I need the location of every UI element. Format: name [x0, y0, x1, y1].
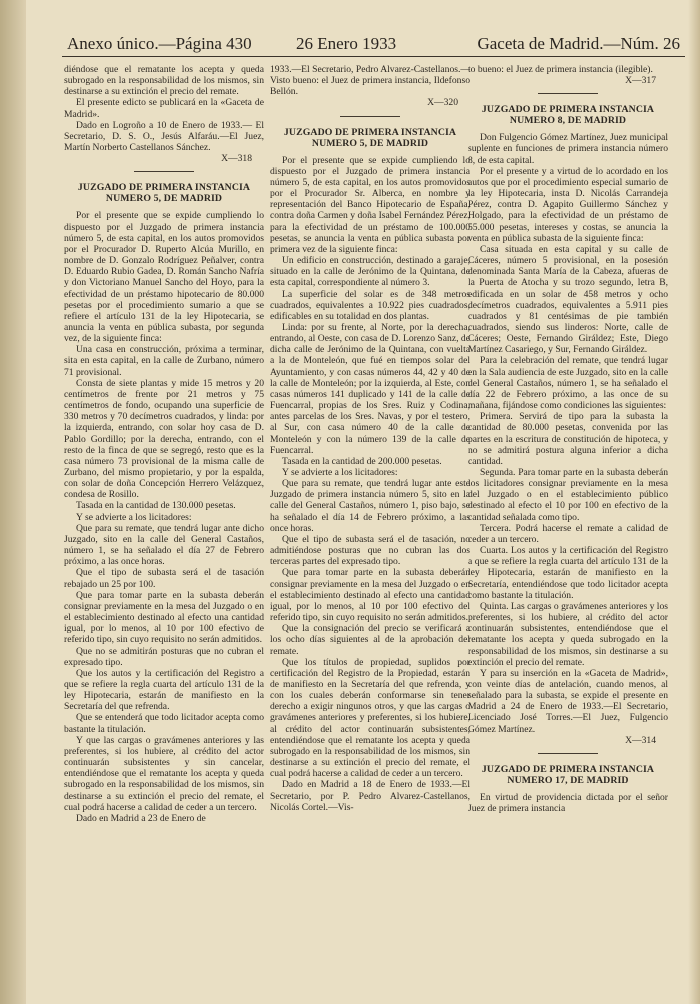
paragraph: Por el presente que se expide cumpliendo lo dispuesto por el Juzgado de primera instancia número 5, de esta capital, en los autos promovidos por el Procurador D. Ruperto Alcúa Murillo, en nombre de D. Gonzalo Rodríguez Peñalver, contra D. Eduardo Rubio Gadea, D. Román Sancho Nafría y don Victoriano Manuel Sancho del Hoyo, para la efectividad de un préstamo hipotecario de 80.000 pesetas por el procedimiento sumario a que se refiere el artículo 131 de la ley Hipotecaria, se anuncia la venta en pública subasta, por segunda vez, de la siguiente finca:: [64, 210, 264, 345]
paragraph: Que los autos y la certificación del Registro a que se refiere la regla cuarta del artículo 131 de la ley Hipotecaria, estarán de manifiesto en la Secretaría del que refrenda.: [64, 667, 264, 713]
notice-number: X—314: [625, 734, 656, 746]
paragraph: Que para su remate, que tendrá lugar ante dicho Juzgado, sito en la calle del General Castaños, número 1, se ha señalado el día 27 de Febrero próximo, a las once horas.: [64, 522, 264, 568]
section-heading: JUZGADO DE PRIMERA INSTANCIA NUMERO 17, DE MADRID: [481, 763, 655, 786]
paragraph: Que el tipo de subasta será el de tasación rebajado un 25 por 100.: [64, 567, 264, 590]
paragraph: Una casa en construcción, próxima a terminar, sita en esta capital, en la calle de Zurbano, número 71 provisional.: [64, 344, 264, 378]
paragraph: Que el tipo de subasta será el de tasación, no admitiéndose posturas que no cubran las dos terceras partes del expresado tipo.: [270, 533, 470, 568]
header-date: 26 Enero 1933: [296, 34, 397, 53]
paragraph: Quinta. Las cargas o gravámenes anteriores y los preferentes, si los hubiere, al crédito del actor continuarán subsistentes, entendiéndose que el rematante los acepta y queda subrogado en la responsabilidad de los mismos, sin destinarse a su extinción el precio del remate.: [468, 600, 668, 668]
notice-number: X—317: [625, 75, 656, 87]
column-1: [64, 64, 264, 824]
section-heading: JUZGADO DE PRIMERA INSTANCIA NUMERO 8, DE MADRID: [481, 104, 655, 127]
paragraph: Que los títulos de propiedad, suplidos por certificación del Registro de la Propiedad, estarán de manifiesto en la Secretaría del que refrenda, y con los cuales deberán conformarse sin tener derecho a exigir ningunos otros, y que las cargas o gravámenes anteriores y preferentes, si los hubiere, al crédito del actor continuarán subsistentes, entendiéndose que el rematante los acepta y queda subrogado en la responsabilidad de los mismos, sin destinarse a su extinción el precio del remate, el cual podrá hacerse a calidad de ceder a un tercero.: [270, 656, 470, 780]
paragraph: Dado en Logroño a 10 de Enero de 1933.— El Secretario, D. S. O., Jesús Alfaráu.—El Juez, Martín Norberto Castellanos Sánchez.: [64, 119, 264, 154]
paragraph: Que la consignación del precio se verificará a los ocho días siguientes al de la aprobación del remate.: [270, 623, 470, 657]
section-heading: JUZGADO DE PRIMERA INSTANCIA NUMERO 5, DE MADRID: [283, 126, 457, 149]
section-divider: [538, 93, 598, 94]
page-edge-shadow: [688, 0, 700, 1004]
paragraph: Cuarta. Los autos y la certificación del Registro a que se refiere la regla cuarta del artículo 131 de la ley Hipotecaria, estarán de manifiesto en la Secretaría, entendiéndose que todo licitador acepta como bastante la titulación.: [468, 545, 668, 601]
paragraph: diéndose que el rematante los acepta y queda subrogado en la responsabilidad de los mismos, sin destinarse a su extinción el precio del remate.: [64, 64, 264, 98]
paragraph: to bueno: el Juez de primera instancia (ilegible).: [468, 64, 653, 75]
paragraph: Que para su remate, que tendrá lugar ante este Juzgado de primera instancia número 5, sito en la calle del General Castaños, número 1, piso bajo, se ha señalado el día 14 de Febrero próximo, a las once horas.: [270, 478, 470, 534]
section-divider: [538, 753, 598, 754]
header-issue: Gaceta de Madrid.—Núm. 26: [477, 34, 680, 53]
header-rule: [62, 56, 685, 57]
paragraph: Dado en Madrid a 23 de Enero de: [76, 812, 206, 824]
section-divider: [340, 116, 400, 117]
page-header: [0, 0, 700, 58]
paragraph: Tasada en la cantidad de 130.000 pesetas.: [76, 500, 236, 512]
paragraph: 1933.—El Secretario, Pedro Alvarez-Castellanos.—Visto bueno: el Juez de primera instancia, Ildefonso Bellón.: [270, 64, 470, 98]
paragraph: Que se entenderá que todo licitador acepta como bastante la titulación.: [64, 712, 264, 735]
paragraph: Don Fulgencio Gómez Martínez, Juez municipal suplente en funciones de primera instancia número 8, de esta capital.: [468, 132, 668, 166]
paragraph: Tasada en la cantidad de 200.000 pesetas.: [282, 455, 442, 467]
binding-edge: [0, 0, 26, 1004]
paragraph: Casa situada en esta capital y su calle de Cáceres, número 5 provisional, en la posesión denominada Santa María de la Cabeza, afueras de la Puerta de Atocha y su trozo segundo, letra B, edificada en un solar de 458 metros y ocho decímetros cuadrados, equivalentes a 5.911 pies cuadrados y 81 centésimas de pie también cuadrados, siendo sus linderos: Norte, calle de Cáceres; Oeste, Fernando Giráldez; Este, Diego Martínez Casariego, y Sur, Fernando Giráldez.: [468, 243, 668, 356]
paragraph: Que para tomar parte en la subasta deberán consignar previamente en la mesa del Juzgado o en el establecimiento destinado al efecto una cantidad igual, por lo menos, al 10 por 100 efectivo del referido tipo, sin cuyo requisito no serán admitidos.: [270, 567, 470, 624]
paragraph: Tercera. Podrá hacerse el remate a calidad de ceder a un tercero.: [468, 522, 668, 545]
paragraph: Segunda. Para tomar parte en la subasta deberán los licitadores consignar previamente en la mesa del Juzgado o en el establecimiento público destinado al efecto el 10 por 100 en efectivo de la cantidad señalada como tipo.: [468, 467, 668, 523]
paragraph: El presente edicto se publicará en la «Gaceta de Madrid».: [64, 97, 264, 120]
paragraph: Consta de siete plantas y mide 15 metros y 20 centímetros de frente por 21 metros y 75 centímetros de fondo, ocupando una superficie de 330 metros y 70 decímetros cuadrados, y linda: por la izquierda, entrando, con solar hoy casa de D. Pablo Gordillo; por la derecha, entrando, con el resto de la finca de que se segregó, resto que es la casa número 73 provisional de la misma calle de Zurbano, del mismo propietario, y por la espalda, con solar de doña Concepción Herrero Velázquez, condesa de Rosillo.: [64, 377, 264, 501]
paragraph: Para la celebración del remate, que tendrá lugar en la Sala audiencia de este Juzgado, sito en la calle del General Castaños, número 1, se ha señalado el día 22 de Febrero próximo, a las once de su mañana, fijándose como condiciones las siguientes:: [468, 355, 668, 412]
paragraph: Y se advierte a los licitadores:: [282, 467, 398, 478]
paragraph: Y que las cargas o gravámenes anteriores y las preferentes, si los hubiere, al crédito del actor continuarán subsistentes y sin cancelar, entendiéndose que el rematante los acepta y queda subrogado en la responsabilidad de los mismos, sin destinarse a su extinción el precio del remate, el cual podrá hacerse a calidad de ceder a un tercero.: [64, 734, 264, 813]
paragraph: Un edificio en construcción, destinado a garaje, situado en la calle de Jerónimo de la Quintana, de esta capital, correspondiente al número 3.: [270, 255, 470, 289]
column-2: [270, 64, 470, 813]
paragraph: Que para tomar parte en la subasta deberán consignar previamente en la mesa del Juzgado o en el establecimiento destinado al efecto una cantidad igual, por lo menos, al 10 por 100 efectivo de referido tipo, sin cuyo requisito no serán admitidos.: [64, 589, 264, 646]
paragraph: La superficie del solar es de 348 metros cuadrados, equivalentes a 10.922 pies cuadrados, edificables en su totalidad en dos plantas.: [270, 288, 470, 322]
paragraph: Por el presente que se expide cumpliendo lo dispuesto por el Juzgado de primera instancia número 5, de esta capital, en los autos promovidos por el Procurador Sr. Alberca, en nombre y representación del Banco Hipotecario de España, contra doña Carmen y doña Isabel Fernández Pérez, para la efectividad de un préstamo de 100.000 pesetas, se anuncia la venta en pública subasta por primera vez de la siguiente finca:: [270, 154, 470, 255]
paragraph: Por el presente y a virtud de lo acordado en los autos que por el procedimiento especial sumario de la ley Hipotecaria, insta D. Nicolás Carrandeja Pérez, contra D. Agapito Guillermo Sánchez y Holgado, para la efectividad de un préstamo de 55.000 pesetas, intereses y costas, se anuncia la venta en pública subasta de la siguiente finca:: [468, 165, 668, 244]
paragraph: Primera. Servirá de tipo para la subasta la cantidad de 80.000 pesetas, convenida por las partes en la escritura de constitución de hipoteca, y no se admitirá postura alguna inferior a dicha cantidad.: [468, 411, 668, 467]
notice-number: X—318: [221, 153, 252, 165]
header-annex-page: Anexo único.—Página 430: [67, 34, 252, 53]
paragraph: Y se advierte a los licitadores:: [76, 511, 192, 523]
paragraph: En virtud de providencia dictada por el señor Juez de primera instancia: [468, 791, 668, 815]
section-divider: [134, 171, 194, 172]
section-heading: JUZGADO DE PRIMERA INSTANCIA NUMERO 5, DE MADRID: [77, 182, 251, 205]
paragraph: Que no se admitirán posturas que no cubran el expresado tipo.: [64, 645, 264, 668]
column-3: [468, 64, 668, 814]
notice-number: X—320: [427, 97, 458, 109]
paragraph: Y para su inserción en la «Gaceta de Madrid», con veinte días de antelación, cuando menos, al señalado para la subasta, se expide el presente en Madrid a 24 de Enero de 1933.—El Secretario, Licenciado José Torres.—El Juez, Fulgencio Gómez Martínez.: [468, 667, 668, 735]
paragraph: Dado en Madrid a 18 de Enero de 1933.—El Secretario, por P. Pedro Alvarez-Castellanos, Nicolás Cortel.—Vis-: [270, 779, 470, 813]
paragraph: Linda: por su frente, al Norte, por la derecha, entrando, al Oeste, con casa de D. Lorenzo Sanz, de dicha calle de Jerónimo de la Quintana, con vuelta a la de Monteleón, que fué en tiempos solar del Ayuntamiento, y con casas números 44, 42 y 40 de la calle de Monteleón; por la izquierda, al Este, con casas números 141 duplicado y 141 de la calle de Fuencarral, propias de los Sres. Ruiz y Codina, antes parcelas de los Sres. Navas, y por el testero, al Sur, con casa número 40 de la calle de Monteleón y con la número 139 de la calle de Fuencarral.: [270, 321, 470, 456]
